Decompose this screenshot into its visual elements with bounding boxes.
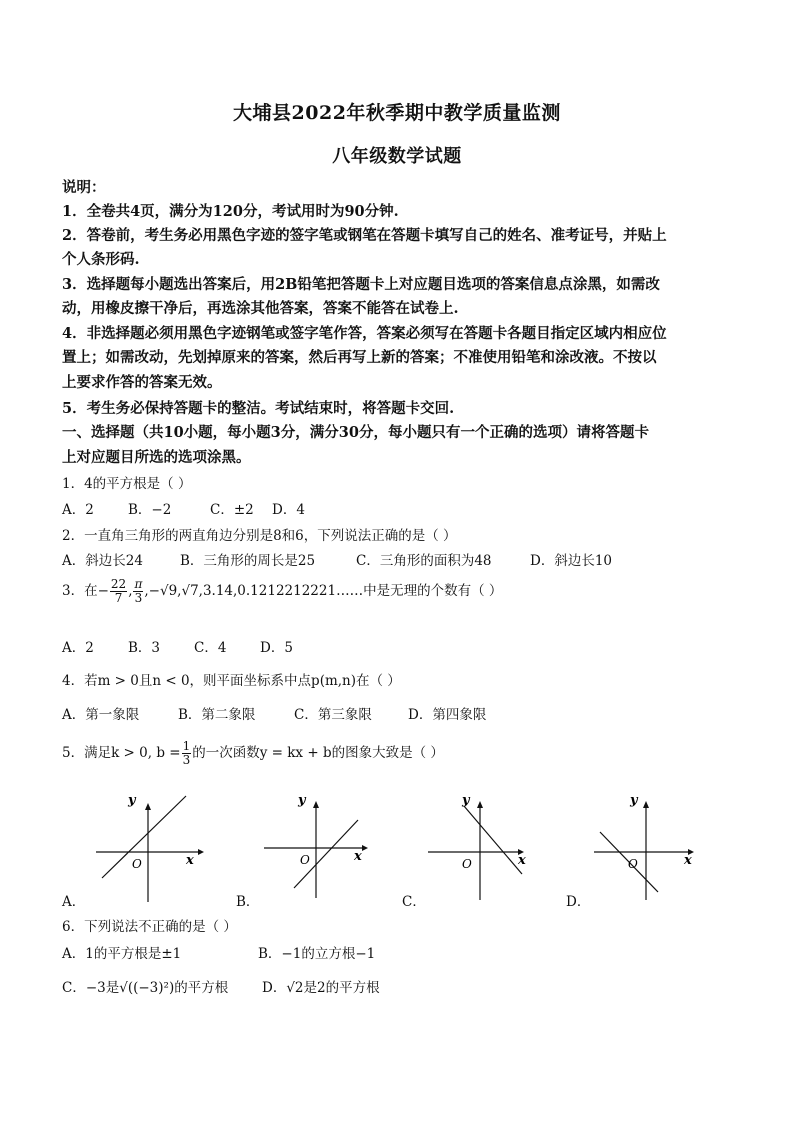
question-6-stem: 6．下列说法不正确的是（ ） [62, 919, 237, 935]
instructions-label: 说明： [62, 179, 106, 196]
q4-option-b: B．第二象限 [178, 707, 256, 723]
q5-suffix: 的一次函数y = kx + b的图象大致是（ ） [192, 745, 444, 762]
fraction-22-7: $\frac{22}{7}$ [110, 577, 127, 606]
origin-label: O [462, 857, 472, 871]
graph-c [422, 790, 542, 905]
q3-number-list: ,−√9,√7,3.14,0.1212212221…… [144, 583, 364, 600]
fraction-1-3: $\frac{1}{3}$ [182, 739, 191, 768]
instruction-line: 4．非选择题必须用黑色字迹钢笔或签字笔作答，答案必须写在答题卡各题目指定区域内相应位 [62, 325, 667, 342]
q2-option-a: A．斜边长24 [62, 553, 143, 569]
q3-prefix: 3．在 [62, 583, 98, 600]
q2-option-b: B．三角形的周长是25 [180, 553, 316, 569]
instruction-line: 动，用橡皮擦干净后，再选涂其他答案，答案不能答在试卷上. [62, 300, 459, 317]
q4-option-c: C．第三象限 [294, 707, 372, 723]
x-label: x [518, 853, 526, 868]
y-arrow [145, 803, 151, 810]
q2-option-d: D．斜边长10 [530, 553, 613, 569]
q2-option-c: C．三角形的面积为48 [356, 553, 492, 569]
exam-subtitle: 八年级数学试题 [332, 146, 462, 167]
question-3-stem: 3．在− $\frac{22}{7}$ , $\frac{\pi}{3}$ ,−√9,√7,3.14,0.1212212221……中是无理的个数有（ ） [62, 577, 503, 606]
y-arrow [313, 801, 319, 808]
question-2-stem: 2．一直角三角形的两直角边分别是8和6，下列说法正确的是（ ） [62, 528, 457, 544]
y-label: y [630, 793, 638, 808]
q1-option-a: A．2 [62, 502, 94, 518]
q5-option-d: D． [566, 894, 591, 910]
x-arrow [198, 849, 204, 855]
instruction-line: 1．全卷共4页，满分为120分，考试用时为90分钟. [62, 203, 399, 220]
q1-option-b: B．−2 [128, 502, 172, 518]
instruction-line: 5．考生务必保持答题卡的整洁。考试结束时，将答题卡交回. [62, 400, 455, 417]
y-label: y [462, 793, 470, 808]
q1-option-c: C．±2 [210, 502, 254, 518]
x-label: x [684, 853, 692, 868]
origin-label: O [132, 857, 142, 871]
q6-option-a: A．1的平方根是±1 [62, 946, 182, 962]
function-line [464, 806, 522, 874]
y-arrow [643, 801, 649, 808]
graph-d [588, 790, 708, 905]
fraction-pi-3: $\frac{\pi}{3}$ [134, 577, 143, 606]
x-label: x [354, 849, 362, 864]
q1-option-d: D．4 [272, 502, 305, 518]
origin-label: O [300, 853, 310, 867]
q4-option-d: D．第四象限 [408, 707, 487, 723]
y-arrow [477, 801, 483, 808]
graph-a [90, 790, 210, 905]
section-heading-cont: 上对应题目所选的选项涂黑。 [62, 449, 251, 466]
q5-prefix: 5．满足k > 0, b = [62, 745, 181, 762]
y-label: y [128, 793, 136, 808]
instruction-line: 2．答卷前，考生务必用黑色字迹的签字笔或钢笔在答题卡填写自己的姓名、准考证号，并贴上 [62, 227, 667, 244]
q6-option-b: B．−1的立方根−1 [258, 946, 376, 962]
q4-option-a: A．第一象限 [62, 707, 140, 723]
graph-b [258, 790, 378, 905]
instruction-line: 3．选择题每小题选出答案后，用2B铅笔把答题卡上对应题目选项的答案信息点涂黑，如需改 [62, 276, 660, 293]
q5-option-a: A． [62, 894, 86, 910]
question-1-stem: 1．4的平方根是（ ） [62, 476, 192, 492]
x-label: x [186, 853, 194, 868]
x-arrow [362, 845, 368, 851]
y-label: y [298, 793, 306, 808]
q3-option-b: B．3 [128, 640, 161, 656]
q6-option-c: C．−3是√((−3)²)的平方根 [62, 980, 229, 996]
origin-label: O [628, 857, 638, 871]
q5-option-b: B． [236, 894, 260, 910]
q3-option-d: D．5 [260, 640, 293, 656]
function-line [102, 796, 186, 878]
instruction-line: 上要求作答的答案无效。 [62, 374, 222, 391]
q5-option-c: C． [402, 894, 426, 910]
question-5-stem [62, 740, 444, 767]
instruction-line: 个人条形码. [62, 251, 140, 268]
q3-option-a: A．2 [62, 640, 94, 656]
q6-option-d: D．√2是2的平方根 [262, 980, 380, 996]
section-heading: 一、选择题（共10小题，每小题3分，满分30分，每小题只有一个正确的选项）请将答题卡 [62, 424, 649, 441]
question-4-stem: 4．若m > 0且n < 0，则平面坐标系中点p(m,n)在（ ） [62, 673, 401, 689]
q3-option-c: C．4 [194, 640, 227, 656]
instruction-line: 置上；如需改动，先划掉原来的答案，然后再写上新的答案；不准使用铅笔和涂改液。不按以 [62, 349, 657, 366]
exam-title: 大埔县2022年秋季期中教学质量监测 [233, 102, 561, 124]
q3-suffix: 中是无理的个数有（ ） [363, 583, 503, 600]
